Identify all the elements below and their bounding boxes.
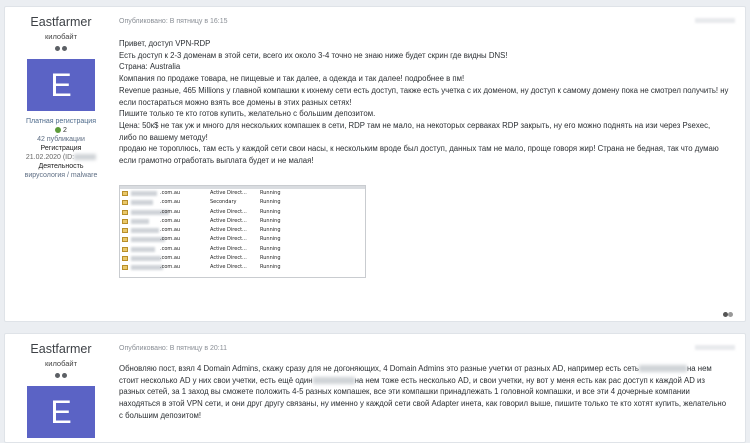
dns-row <box>120 198 365 207</box>
dns-status: Running <box>260 208 281 215</box>
post-line: Есть доступ к 2-3 доменам в этой сети, всего их около 3-4 точно не знаю ниже будет скрин где видны DNS! <box>119 50 508 60</box>
post-date[interactable]: Опубликовано: В пятницу в 16:15 <box>119 18 228 25</box>
dns-domain: .com.au <box>160 236 181 243</box>
dns-status: Running <box>260 227 281 234</box>
author-name-link[interactable]: Eastfarmer <box>30 15 92 29</box>
rank-dots-icon <box>5 44 117 51</box>
dns-row <box>120 189 365 198</box>
dns-type: Active Direct... <box>210 190 247 196</box>
dns-screenshot[interactable] <box>119 185 366 278</box>
redacted-block <box>131 228 159 233</box>
redacted-block <box>131 247 155 252</box>
registration-type: Платная регистрация <box>25 118 96 125</box>
folder-icon <box>122 200 128 205</box>
post-line: продаю не тороплюсь, там есть у каждой сети свои насы, к нескольким вроде был доступ, данных там не мало, проще говоря жир! Страна не бедная, так что думаю если грамотно отработать выплата будет и не малая! <box>119 144 719 166</box>
redacted-block <box>639 365 687 372</box>
dns-type: Active Direct... <box>210 245 247 252</box>
folder-icon <box>122 265 128 270</box>
post-content <box>119 363 729 422</box>
dns-type: Active Direct... <box>210 217 247 224</box>
author-group: килобайт <box>44 359 78 368</box>
dns-domain: .com.au <box>160 264 181 271</box>
dns-status: Running <box>260 236 281 243</box>
dns-row <box>120 217 365 226</box>
folder-icon <box>122 219 128 224</box>
dns-type: Active Direct... <box>210 236 247 243</box>
registration-date: 21.02.2020 (ID: <box>5 153 117 162</box>
activity-label: Деятельность <box>38 163 84 170</box>
redacted-block <box>313 377 355 384</box>
folder-icon <box>122 237 128 242</box>
dns-row <box>120 208 365 217</box>
forum-post <box>4 6 746 322</box>
post-line: Пишите только те кто готов купить, желательно с большим депозитом. <box>119 109 376 119</box>
dns-status: Running <box>260 190 281 196</box>
share-icon[interactable] <box>723 304 735 311</box>
post-line: Цена: 50к$ не так уж и много для нескольких компашек в сети, RDP там не мало, на некоторых серваках RDP закрыть, ну его можно поднять на изи через Psexec, либо по вашему методу! <box>119 120 711 142</box>
redacted-block <box>131 219 149 224</box>
author-panel <box>5 334 117 438</box>
plus-icon <box>55 127 61 133</box>
dns-type: Active Direct... <box>210 208 247 215</box>
dns-status: Running <box>260 245 281 252</box>
post-line: Привет, доступ VPN-RDP <box>119 39 211 48</box>
activity-value: вирусология / malware <box>24 172 98 179</box>
author-name-link[interactable]: Eastfarmer <box>30 342 92 356</box>
post-line: Revenue разные, 465 Millions у главной компашки к ихнему сети есть доступ, также есть учетка с их доменом, ну доступ к самому домену пока не смотрел получить! ну если постараться можно взять все домены в этих разных сетях! <box>119 85 729 107</box>
reputation-badge: 2 <box>5 126 117 135</box>
dns-type: Active Direct... <box>210 264 247 271</box>
dns-status: Running <box>260 264 281 271</box>
dns-domain: .com.au <box>160 245 181 252</box>
avatar[interactable]: E <box>27 59 95 111</box>
post-actions[interactable] <box>695 345 735 350</box>
redacted-block <box>131 191 157 196</box>
dns-domain: .com.au <box>160 190 181 196</box>
post-line: Компания по продаже товара, не пищевые и так далее, а одежда и так далее! подробнее в пм! <box>119 74 465 84</box>
dns-domain: .com.au <box>160 217 181 224</box>
dns-type: Secondary <box>210 199 237 206</box>
redacted-block <box>131 200 153 205</box>
post-date[interactable]: Опубликовано: В пятницу в 20:11 <box>119 345 228 352</box>
author-panel <box>5 7 117 180</box>
dns-domain: .com.au <box>160 255 181 262</box>
dns-row <box>120 245 365 254</box>
post-actions[interactable] <box>695 18 735 23</box>
dns-status: Running <box>260 255 281 262</box>
post-content <box>119 38 729 167</box>
avatar[interactable]: E <box>27 386 95 438</box>
post-line: Страна: Australia <box>119 62 181 72</box>
posts-count[interactable]: 42 публикации <box>37 136 85 143</box>
folder-icon <box>122 210 128 215</box>
registration-label: Регистрация <box>40 145 82 152</box>
dns-domain: .com.au <box>160 227 181 234</box>
dns-status: Running <box>260 217 281 224</box>
dns-type: Active Direct... <box>210 255 247 262</box>
folder-icon <box>122 191 128 196</box>
post-paragraph: Обновляю пост, взял 4 Domain Admins, скажу сразу для не догоняющих, 4 Domain Admins это разные учетки от разных AD, например есть сеть на нем стоит несколько AD у них свои учетки, есть ещё один на нем тоже есть несколько AD, и свои учетки, ну вот у меня есть как рас доступ к каждой AD из разных сетей, за 1 заход вы сможете положить 4-5 разных компашек, все эти компашки принадлежать 1 головной компашки, и все эти 4 дочерные компании находяться в этой VPN сети, и они друг другу связаны, ну именно у каждой сети свой Adapter инета, как говорил выше, пишите только те кто хотят купить, желательно с большим депозитом! <box>119 364 727 420</box>
dns-row <box>120 254 365 263</box>
forum-post <box>4 333 746 443</box>
dns-type: Active Direct... <box>210 227 247 234</box>
folder-icon <box>122 256 128 261</box>
dns-row <box>120 263 365 272</box>
dns-row <box>120 226 365 235</box>
folder-icon <box>122 228 128 233</box>
dns-domain: .com.au <box>160 208 181 215</box>
redacted-block <box>131 265 163 270</box>
author-group: килобайт <box>44 32 78 41</box>
dns-status: Running <box>260 199 281 206</box>
dns-domain: .com.au <box>160 199 181 206</box>
dns-row <box>120 235 365 244</box>
folder-icon <box>122 247 128 252</box>
redacted-block <box>131 256 161 261</box>
rank-dots-icon <box>5 371 117 378</box>
